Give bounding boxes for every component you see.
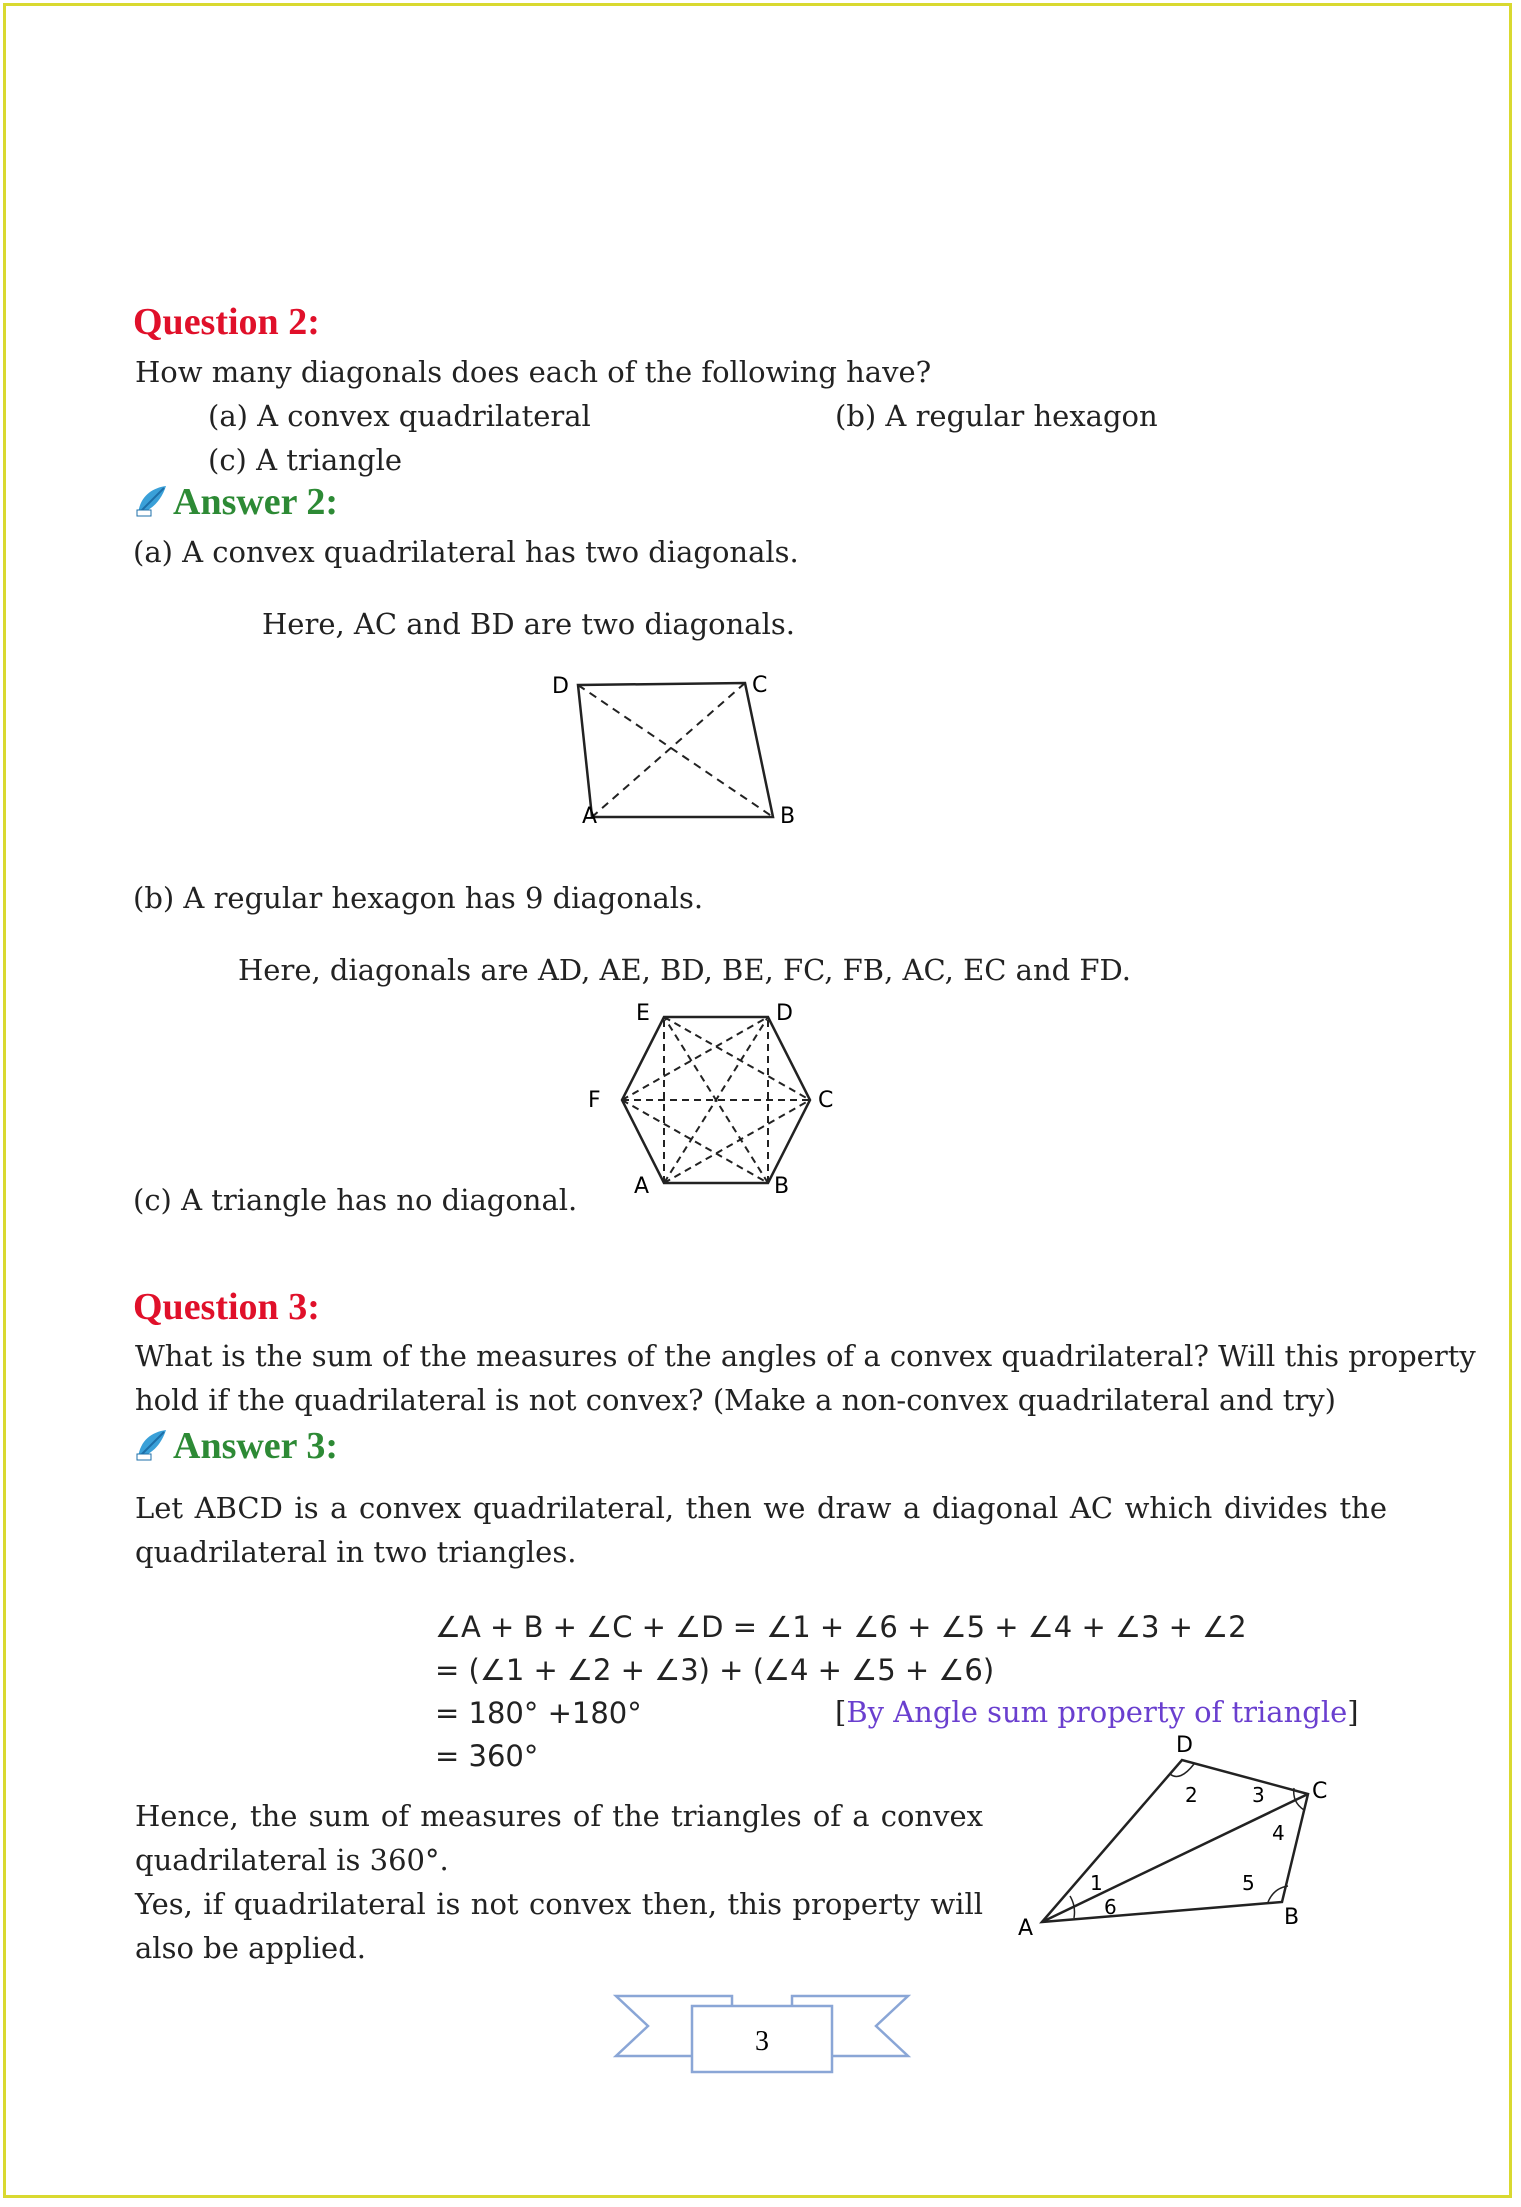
fig3-angle-2: 2: [1185, 1783, 1198, 1807]
answer-3-heading: Answer 3:: [173, 1425, 339, 1467]
quadrilateral-angles-figure: [1010, 1730, 1350, 1950]
question-2-option-a: (a) A convex quadrilateral: [208, 399, 591, 433]
question-2-option-c: (c) A triangle: [208, 443, 403, 477]
conclusion-line-4: also be applied.: [135, 1931, 366, 1965]
quadrilateral-figure: [540, 665, 820, 835]
question-3-line-1: What is the sum of the measures of the angles of a convex quadrilateral? Will this property: [135, 1339, 1476, 1373]
equation-line-3: = 180° +180°: [435, 1696, 642, 1730]
fig3-angle-6: 6: [1104, 1895, 1117, 1919]
fig3-angle-4: 4: [1272, 1821, 1285, 1845]
page-number-ribbon: [612, 1990, 912, 2080]
fig3-angle-1: 1: [1090, 1871, 1103, 1895]
hex-label-b: B: [774, 1174, 790, 1199]
angle-sum-note-text: By Angle sum property of triangle: [846, 1695, 1348, 1729]
answer-2-heading: Answer 2:: [173, 481, 339, 523]
answer-3-intro-line-2: quadrilateral in two triangles.: [135, 1535, 577, 1569]
angle-sum-note: [By Angle sum property of triangle]: [835, 1695, 1359, 1729]
question-2-option-b: (b) A regular hexagon: [835, 399, 1158, 433]
answer-2-part-b-note: Here, diagonals are AD, AE, BD, BE, FC, FB, AC, EC and FD.: [238, 953, 1131, 987]
quad-label-a: A: [582, 804, 598, 829]
conclusion-line-1: Hence, the sum of measures of the triangles of a convex: [135, 1799, 983, 1833]
fig3-label-d: D: [1176, 1733, 1193, 1758]
fig3-label-c: C: [1312, 1779, 1328, 1804]
answer-2-part-a-note: Here, AC and BD are two diagonals.: [262, 607, 795, 641]
fig3-angle-5: 5: [1242, 1871, 1255, 1895]
equation-line-4: = 360°: [435, 1739, 539, 1773]
hex-label-a: A: [634, 1174, 650, 1199]
conclusion-line-2: quadrilateral is 360°.: [135, 1843, 449, 1877]
hex-label-f: F: [588, 1088, 601, 1113]
hex-label-d: D: [776, 1001, 793, 1026]
hex-label-c: C: [818, 1088, 834, 1113]
answer-2-part-b: (b) A regular hexagon has 9 diagonals.: [133, 881, 704, 915]
fig3-angle-3: 3: [1252, 1783, 1265, 1807]
quad-label-b: B: [780, 804, 796, 829]
answer-2-part-c: (c) A triangle has no diagonal.: [133, 1183, 578, 1217]
page-number: 3: [755, 2026, 769, 2057]
answer-leaf-icon: [134, 484, 168, 518]
question-3-line-2: hold if the quadrilateral is not convex? (Make a non-convex quadrilateral and try): [135, 1383, 1336, 1417]
hexagon-figure: [580, 995, 850, 1205]
fig3-label-a: A: [1018, 1916, 1034, 1941]
conclusion-line-3: Yes, if quadrilateral is not convex then, this property will: [135, 1887, 983, 1921]
quad-label-c: C: [752, 673, 768, 698]
question-2-heading: Question 2:: [133, 301, 320, 343]
equation-line-1: ∠A + B + ∠C + ∠D = ∠1 + ∠6 + ∠5 + ∠4 + ∠3 + ∠2: [435, 1610, 1247, 1644]
quad-label-d: D: [552, 674, 569, 699]
fig3-label-b: B: [1284, 1905, 1300, 1930]
question-3-heading: Question 3:: [133, 1286, 320, 1328]
answer-2-part-a: (a) A convex quadrilateral has two diagonals.: [133, 535, 799, 569]
equation-line-2: = (∠1 + ∠2 + ∠3) + (∠4 + ∠5 + ∠6): [435, 1653, 995, 1687]
question-2-text: How many diagonals does each of the following have?: [135, 355, 932, 389]
answer-leaf-icon: [134, 1428, 168, 1462]
hex-label-e: E: [636, 1001, 650, 1026]
answer-3-intro-line-1: Let ABCD is a convex quadrilateral, then we draw a diagonal AC which divides the: [135, 1491, 1387, 1525]
